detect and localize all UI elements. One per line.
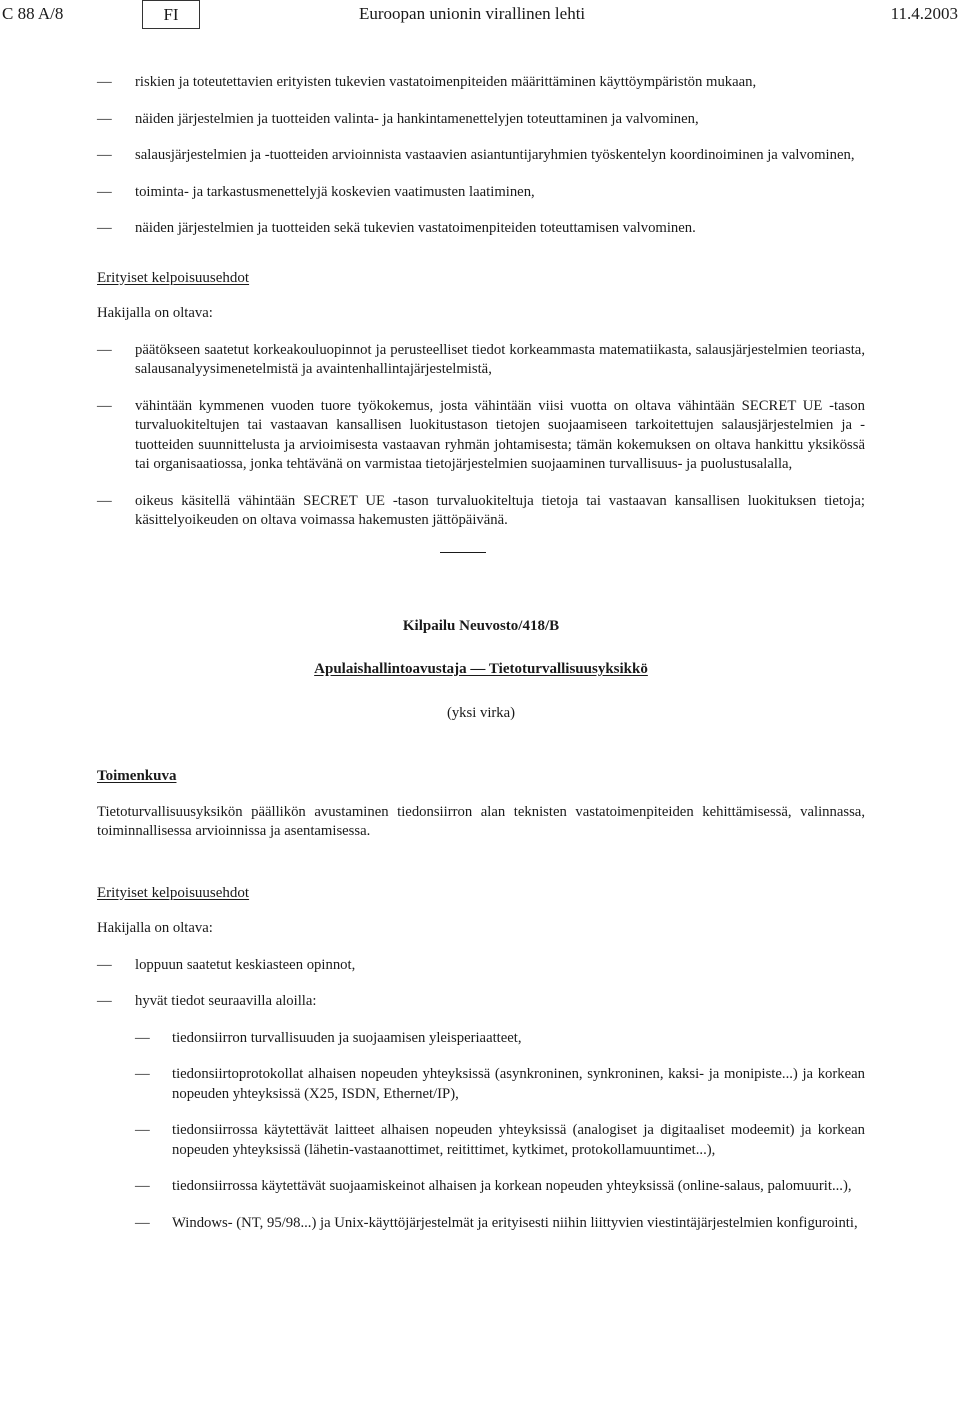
sub-list-item: — Windows- (NT, 95/98...) ja Unix-käyttöjärjestelmät ja erityisesti niihin liittyvien viestintäjärjestelmien konfigurointi, [97, 1214, 865, 1234]
list-item: — näiden järjestelmien ja tuotteiden valinta- ja hankintamenettelyjen toteuttaminen ja valvominen, [97, 110, 865, 130]
list-item: — loppuun saatetut keskiasteen opinnot, [97, 956, 865, 976]
language-badge: FI [142, 0, 200, 29]
list-item: — hyvät tiedot seuraavilla aloilla: [97, 992, 865, 1012]
dash-bullet: — [97, 147, 112, 163]
dash-bullet: — [135, 1066, 150, 1082]
dash-bullet: — [135, 1122, 150, 1138]
section-intro: Hakijalla on oltava: [97, 305, 213, 321]
competition-position: Apulaishallintoavustaja — Tietoturvallisuusyksikkö [314, 661, 648, 677]
list-item: — näiden järjestelmien ja tuotteiden sekä tukevien vastatoimenpiteiden toteuttamisen valvominen. [97, 219, 865, 239]
list-item: — päätökseen saatetut korkeakouluopinnot ja perusteelliset tiedot korkeammasta matematiikasta, salausjärjestelmien teoriasta, salausanalyysimenetelmistä ja avaintenhallintajärjestelmistä, [97, 341, 865, 377]
qualifications-list [97, 341, 865, 531]
dash-bullet: — [97, 74, 112, 90]
competition-title: Kilpailu Neuvosto/418/B [402, 617, 560, 634]
publication-date: 11.4.2003 [890, 4, 958, 23]
dash-bullet: — [97, 492, 112, 509]
section-heading-qualifications: Erityiset kelpoisuusehdot [97, 269, 250, 286]
sub-list-item: — tiedonsiirrossa käytettävät laitteet alhaisen nopeuden yhteyksissä (analogiset ja digitaaliset modeemit) ja korkean nopeuden yhteyksissä (lähetin-vastaanottimet, reitittimet, kytkimet, protokollamuuntimet...), [135, 1122, 865, 1158]
competition-count: (yksi virka) [446, 704, 516, 721]
dash-bullet: — [97, 110, 112, 127]
list-item: — toiminta- ja tarkastusmenettelyjä koskevien vaatimusten laatiminen, [97, 183, 865, 203]
dash-bullet: — [135, 1178, 150, 1194]
list-item: — riskien ja toteutettavien erityisten tukevien vastatoimenpiteiden määrittäminen käyttöympäristön mukaan, [97, 73, 865, 93]
sub-list-item: — tiedonsiirrossa käytettävät suojaamiskeinot alhaisen ja korkean nopeuden yhteyksissä (online-salaus, palomuurit...), [97, 1177, 865, 1197]
section-intro-2: Hakijalla on oltava: [97, 920, 213, 936]
journal-title: Euroopan unionin virallinen lehti [359, 4, 586, 23]
dash-bullet: — [135, 1029, 150, 1046]
job-description: Tietoturvallisuusyksikön päällikön avustaminen tiedonsiirron alan teknisten vastatoimenpiteiden kehittämisessä, valinnassa, toiminnallisessa arvioinnissa ja asentamisessa. [97, 803, 865, 839]
dash-bullet: — [97, 993, 112, 1009]
dash-bullet: — [97, 183, 112, 200]
dash-bullet: — [97, 341, 112, 358]
section-separator [440, 552, 486, 553]
section-heading-job: Toimenkuva [97, 768, 177, 784]
qualifications-list-2 [97, 956, 865, 1234]
page-reference: C 88 A/8 [2, 4, 64, 23]
list-item: — salausjärjestelmien ja -tuotteiden arvioinnista vastaavien asiantuntijaryhmien työskentelyn koordinoiminen ja valvominen, [97, 146, 865, 166]
list-item: — oikeus käsitellä vähintään SECRET UE -tason turvaluokiteltuja tietoja tai vastaavan kansallisen luokituksen tietoja; käsittelyoikeuden on oltava voimassa hakemusten jättöpäivänä. [97, 492, 865, 528]
sub-list-item: — tiedonsiirtoprotokollat alhaisen nopeuden yhteyksissä (asynkroninen, synkroninen, kaksi- ja monipiste...) ja korkean nopeuden yhteyksissä (X25, ISDN, Ethernet/IP), [135, 1066, 865, 1102]
dash-bullet: — [97, 397, 112, 414]
dash-bullet: — [97, 956, 112, 973]
list-item: — vähintään kymmenen vuoden tuore työkokemus, josta vähintään viisi vuotta on oltava vähintään SECRET UE -tason turvaluokiteltujen tai vastaavan kansallisen luokitustason tietojen suojaamiseen tarkoitettujen salausjärjestelmien ja -tuotteiden suunnittelusta ja arvioimisesta vastaavan ryhmän johtamisesta; tämän kokemuksen on oltava hankittu yksikössä tai organisaatiossa, jonka tehtävänä on varmistaa tietojärjestelmien suojaaminen turvallisuus- ja puolustusalalla, [97, 397, 865, 472]
page-header [0, 0, 960, 30]
sub-list-item: — tiedonsiirron turvallisuuden ja suojaamisen yleisperiaatteet, [97, 1029, 865, 1049]
section-heading-qualifications-2: Erityiset kelpoisuusehdot [97, 884, 250, 901]
document-body [97, 73, 865, 1233]
duties-list [97, 73, 865, 239]
dash-bullet: — [135, 1214, 150, 1231]
dash-bullet: — [97, 220, 112, 236]
